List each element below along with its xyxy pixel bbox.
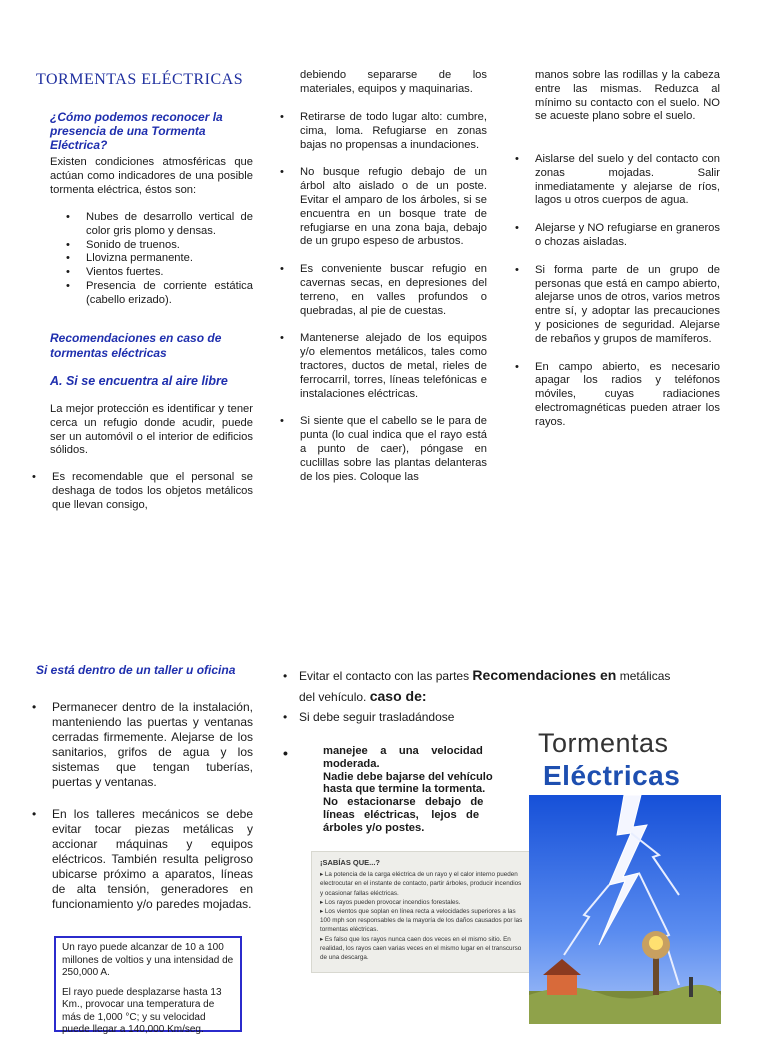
list-item: • Retirarse de todo lugar alto: cumbre, cima, loma. Refugiarse en zonas bajas no propensas a inundaciones. [280,111,487,151]
bullet-icon: • [280,415,284,428]
fact-distance: El rayo puede desplazarse hasta 13 Km., provocar una temperatura de más de 1,000 °C; y su velocidad puede llegar a 140,000 Km/seg. [62,986,222,1035]
best-protection-paragraph: La mejor protección es identificar y tener cerca un refugio donde acudir, puede ser un automóvil o el interior de edificios sólidos. [50,403,253,457]
fact-item: ▸ Los vientos que soplan en línea recta a velocidades superiores a las 100 mph son responsables de la mayoría de los daños causados por las tormentas eléctricas. [320,908,523,934]
fact-item: ▸ Es falso que los rayos nunca caen dos veces en el mismo sitio. En realidad, los rayos caen varias veces en el mismo lugar en el transcurso de una descarga. [320,935,522,962]
indicator-list [62,211,253,308]
bullet-icon: • [66,266,70,279]
did-you-know-heading: ¡SABÍAS QUE...? [320,858,381,867]
overlapping-heading-1: Recomendaciones en [472,667,617,683]
list-item: • Nubes de desarrollo vertical de color gris plomo y densas. [66,211,253,237]
bullet-icon: • [283,710,288,724]
bullet-icon: • [515,222,519,235]
list-item: • Alejarse y NO refugiarse en graneros o chozas aisladas. [515,222,720,248]
bullet-icon: • [32,471,36,483]
indoor-heading: Si está dentro de un taller u oficina [36,663,236,677]
indoor-list [28,700,253,912]
list-item: • Presencia de corriente estática (cabello erizado). [66,279,253,306]
bullet-icon: • [515,153,519,165]
list-item: • Si forma parte de un grupo de personas que está en campo abierto, alejarse unos de otros, varios metros entre sí, y adoptar las precauciones y posiciones de seguridad. Alejarse de rebaños y grupos de mamíferos. [515,263,720,345]
bullet-icon: • [66,211,70,223]
bullet-icon: • [66,238,70,251]
section-a-heading: A. Si se encuentra al aire libre [50,374,228,388]
overlapping-heading-2: caso de: [369,688,427,704]
lightning-facts-box [54,936,242,1035]
outdoor-list-start [28,471,253,512]
house-icon [547,973,577,995]
bullet-icon: • [32,700,37,714]
bullet-icon: • [283,745,288,761]
recommendations-heading: Recomendaciones en caso de tormentas eléctricas [50,331,222,360]
list-item: • Es conveniente buscar refugio en cavernas secas, en depresiones del terreno, en valles profundos o quebradas, al pie de cuestas. [280,263,487,317]
bullet-icon: • [515,263,519,276]
list-item: • Vientos fuertes. [66,266,164,279]
lightning-illustration [529,795,721,1024]
list-item: • Mantenerse alejado de los equipos y/o elementos metálicos, tales como tractores, ductos de metal, rieles de ferrocarril, torres, líneas telefónicas e instalaciones eléctricas. [280,332,487,400]
fact-item: ▸ La potencia de la carga eléctrica de un rayo y el calor interno pueden electrocutar en el instante de contacto, partir árboles, producir incendios y ocasionar fallas eléctricas. [320,871,522,897]
bullet-icon: • [515,360,519,373]
col2-continuation: debiendo separarse de los materiales, equipos y maquinarias. [300,69,487,95]
list-item: • En los talleres mecánicos se debe evitar tocar piezas metálicas y accionar máquinas y equipos eléctricos. También resulta peligroso ubicarse próximo a aparatos, líneas de alta tensión, generadores en funcionamiento y/o paredes mojadas. [32,807,253,911]
post-icon [689,977,693,997]
bullet-icon: • [66,252,70,265]
list-item: • Permanecer dentro de la instalación, manteniendo las puertas y ventanas cerradas firmemente. Alejarse de los sanitarios, grifos de agua y los sistemas que tengan tuberías, puertas y ventanas. [32,700,253,789]
bullet-icon: • [32,807,37,821]
bullet-icon: • [280,111,284,123]
spark-icon [649,936,663,950]
col3-continuation: manos sobre las rodillas y la cabeza entre las mismas. Reduzca al mínimo su contacto con el suelo. NO se acueste plano sobre el suelo. [535,69,720,123]
list-item: • Es recomendable que el personal se deshaga de todos los objetos metálicos que llevan consigo, [32,471,253,511]
recognize-heading: ¿Cómo podemos reconocer la presencia de una Tormenta Eléctrica? [50,110,223,152]
logo-title-line2: Eléctricas [543,760,681,791]
list-item: • Llovizna permanente. [66,252,193,265]
vehicle-instructions: manejee a una velocidad moderada. Nadie debe bajarse del vehículo hasta que termine la tormenta. No estacionarse debajo de líneas eléctricas, lejos de árboles y/o postes. [323,745,493,834]
list-item: • Sonido de truenos. [66,238,180,251]
outdoor-list-col3 [511,153,720,430]
intro-paragraph: Existen condiciones atmosféricas que actúan como indicadores de una posible tormenta eléctrica, éstos son: [50,156,253,196]
fact-item: ▸ Los rayos pueden provocar incendios forestales. [320,898,461,906]
bullet-icon: • [280,263,284,276]
fact-voltage: Un rayo puede alcanzar de 10 a 100 millones de voltios y una intensidad de 250,000 A. [62,942,234,978]
logo-title-line1: Tormentas [538,728,669,758]
bullet-icon: • [283,669,288,683]
outdoor-list-col2 [276,111,487,484]
bullet-icon: • [280,332,284,345]
bullet-icon: • [280,166,284,179]
list-item: • No busque refugio debajo de un árbol alto aislado o de un poste. Evitar el amparo de los árboles, si se encuentra en un bosque trate de refugiarse en una zona baja, debajo de un grupo espeso de arbustos. [280,166,487,248]
vehicle-contact-line: • Evitar el contacto con las partes Recomendaciones en metálicas del vehículo. caso de: • Si debe seguir trasladándose [283,665,733,727]
list-item: • En campo abierto, es necesario apagar los radios y teléfonos móviles, cuyas radiaciones electromagnéticas pueden atraer los rayos. [515,360,720,428]
list-item: • Si siente que el cabello se le para de punta (lo cual indica que el rayo está a punto de caer), póngase en cuclillas sobre las plantas delanteras de los pies. Coloque las [280,415,487,483]
bullet-icon: • [66,279,70,292]
document-title: TORMENTAS ELÉCTRICAS [36,71,244,88]
did-you-know-box [311,851,534,973]
list-item: • Aislarse del suelo y del contacto con zonas mojadas. Salir inmediatamente y alejarse de ríos, lagos u otros cuerpos de agua. [515,153,720,207]
